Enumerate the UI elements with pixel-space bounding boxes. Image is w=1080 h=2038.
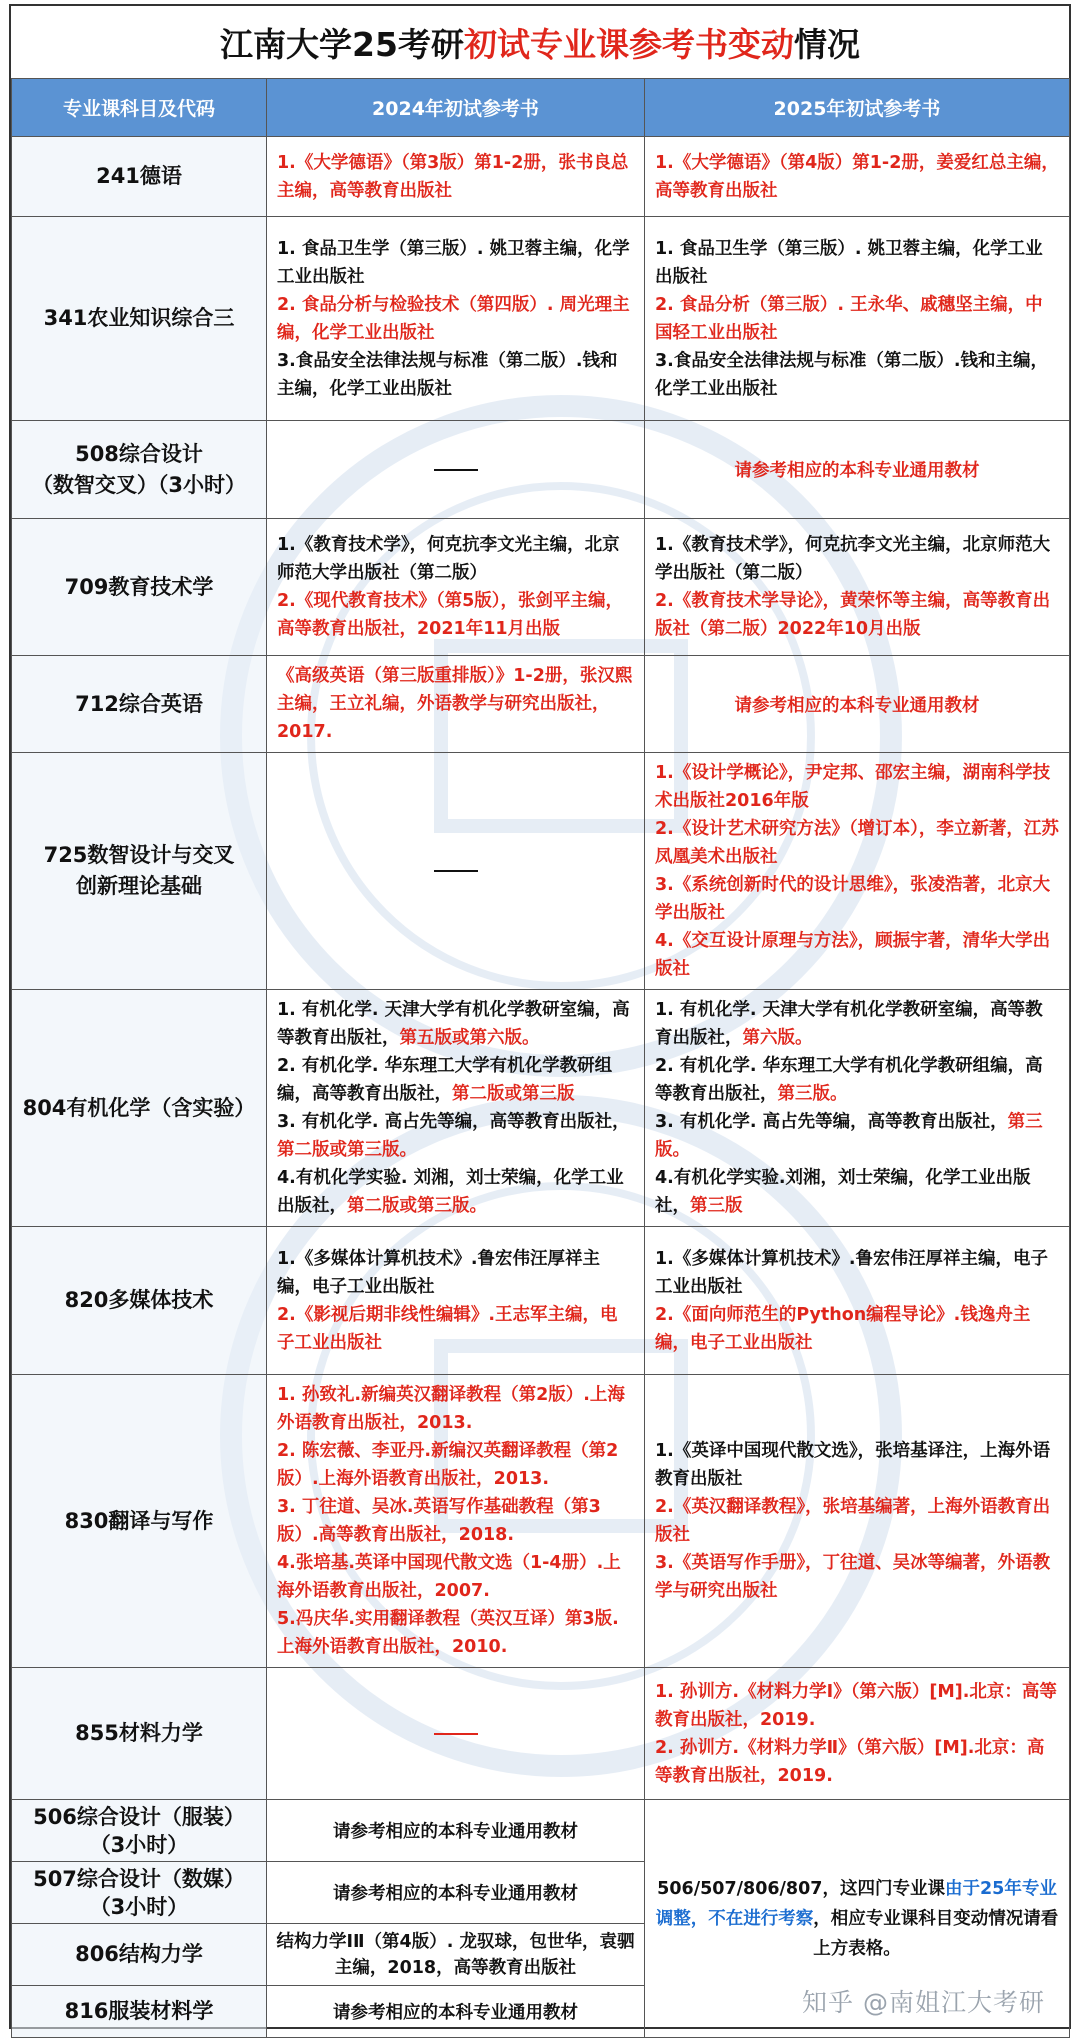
reference-books-table bbox=[11, 78, 1070, 2038]
book-cell-2024: 请参考相应的本科专业通用教材 bbox=[267, 1800, 645, 1862]
book-cell-2025: 1.《大学德语》（第4版）第1-2册，姜爱红总主编，高等教育出版社 bbox=[645, 137, 1070, 217]
book-cell-2024: 1. 食品卫生学（第三版）. 姚卫蓉主编，化学工业出版社 2. 食品分析与检验技术（第四版）. 周光理主编，化学工业出版社 3.食品安全法律法规与标准（第二版）.钱和主编，化学工业出版社 bbox=[267, 217, 645, 421]
subject-cell: 806结构力学 bbox=[12, 1924, 267, 1986]
book-cell-2025: 请参考相应的本科专业通用教材 bbox=[645, 421, 1070, 519]
subject-cell: 816服装材料学 bbox=[12, 1986, 267, 2038]
subject-cell: 508综合设计 （数智交叉）（3小时） bbox=[12, 421, 267, 519]
book-cell-2025: 1.《教育技术学》，何克抗李文光主编，北京师范大学出版社（第二版） 2.《教育技术学导论》，黄荣怀等主编，高等教育出版社（第二版）2022年10月出版 bbox=[645, 519, 1070, 656]
subject-cell: 507综合设计（数媒） （3小时） bbox=[12, 1862, 267, 1924]
book-cell-2024: 1.《大学德语》（第3版）第1-2册，张书良总主编，高等教育出版社 bbox=[267, 137, 645, 217]
book-cell-2025: 1. 孙训方.《材料力学Ⅰ》（第六版）[M].北京：高等教育出版社，2019. 2. 孙训方.《材料力学Ⅱ》（第六版）[M].北京：高等教育出版社，2019. bbox=[645, 1668, 1070, 1800]
subject-cell: 855材料力学 bbox=[12, 1668, 267, 1800]
table-row bbox=[12, 753, 1070, 990]
book-cell-2024: 1.《多媒体计算机技术》.鲁宏伟汪厚祥主编，电子工业出版社 2.《影视后期非线性编辑》.王志军主编，电子工业出版社 bbox=[267, 1227, 645, 1375]
document-page bbox=[9, 4, 1071, 2029]
dash-mark bbox=[434, 870, 478, 872]
book-cell-2024: 1.《教育技术学》，何克抗李文光主编，北京师范大学出版社（第二版） 2.《现代教育技术》（第5版），张剑平主编，高等教育出版社，2021年11月出版 bbox=[267, 519, 645, 656]
subject-cell: 241德语 bbox=[12, 137, 267, 217]
table-row bbox=[12, 1227, 1070, 1375]
book-cell-2024 bbox=[267, 421, 645, 519]
subject-cell: 725数智设计与交叉 创新理论基础 bbox=[12, 753, 267, 990]
book-cell-2025: 1.《设计学概论》，尹定邦、邵宏主编，湖南科学技术出版社2016年版 2.《设计艺术研究方法》（增订本），李立新著，江苏凤凰美术出版社 3.《系统创新时代的设计思维》，张凌浩著，北京大学出版社 4.《交互设计原理与方法》，顾振宇著，清华大学出版社 bbox=[645, 753, 1070, 990]
table-row bbox=[12, 137, 1070, 217]
table-row bbox=[12, 1375, 1070, 1668]
book-cell-2024: 请参考相应的本科专业通用教材 bbox=[267, 1986, 645, 2038]
table-row bbox=[12, 656, 1070, 753]
subject-cell: 712综合英语 bbox=[12, 656, 267, 753]
book-cell-2024: 《高级英语（第三版重排版）》1-2册，张汉熙主编，王立礼编，外语教学与研究出版社，2017. bbox=[267, 656, 645, 753]
table-row bbox=[12, 1668, 1070, 1800]
book-cell-2025: 1.《英译中国现代散文选》，张培基译注，上海外语教育出版社 2.《英汉翻译教程》，张培基编著，上海外语教育出版社 3.《英语写作手册》，丁往道、吴冰等编著，外语教学与研究出版社 bbox=[645, 1375, 1070, 1668]
book-cell-2024 bbox=[267, 1668, 645, 1800]
subject-cell: 709教育技术学 bbox=[12, 519, 267, 656]
table-row bbox=[12, 990, 1070, 1227]
book-cell-2025: 1.《多媒体计算机技术》.鲁宏伟汪厚祥主编，电子工业出版社 2.《面向师范生的Python编程导论》.钱逸舟主编，电子工业出版社 bbox=[645, 1227, 1070, 1375]
table-row bbox=[12, 421, 1070, 519]
book-cell-2025: 请参考相应的本科专业通用教材 bbox=[645, 656, 1070, 753]
header-2025: 2025年初试参考书 bbox=[645, 79, 1070, 137]
credit-watermark: 知乎 @南姐江大考研 bbox=[802, 1988, 1045, 2017]
subject-cell: 506综合设计（服装） （3小时） bbox=[12, 1800, 267, 1862]
header-subject: 专业课科目及代码 bbox=[12, 79, 267, 137]
book-cell-2024 bbox=[267, 753, 645, 990]
table-row bbox=[12, 1800, 1070, 1862]
table-row bbox=[12, 217, 1070, 421]
page-title: 江南大学25考研 初试专业课参考书变动 情况 bbox=[220, 24, 860, 64]
table-header-row bbox=[12, 79, 1070, 137]
dash-mark bbox=[434, 1733, 478, 1735]
book-cell-2024: 结构力学ⅠⅡ（第4版）. 龙驭球，包世华，袁驷主编，2018，高等教育出版社 bbox=[267, 1924, 645, 1986]
book-cell-2025: 1. 有机化学. 天津大学有机化学教研室编，高等教育出版社，第六版。 2. 有机化学. 华东理工大学有机化学教研组编，高等教育出版社，第三版。 3. 有机化学. 高占先等编，高等教育出版社，第三版。 4.有机化学实验.刘湘，刘士荣编，化学工业出版社，第三版 bbox=[645, 990, 1070, 1227]
table-row bbox=[12, 519, 1070, 656]
merged-note-cell: 506/507/806/807，这四门专业课由于25年专业调整，不在进行考察，相应专业课科目变动情况请看上方表格。 bbox=[645, 1800, 1070, 2038]
book-cell-2025: 1. 食品卫生学（第三版）. 姚卫蓉主编，化学工业出版社 2. 食品分析（第三版）. 王永华、戚穗坚主编，中国轻工业出版社 3.食品安全法律法规与标准（第二版）.钱和主编，化学工业出版社 bbox=[645, 217, 1070, 421]
book-cell-2024: 请参考相应的本科专业通用教材 bbox=[267, 1862, 645, 1924]
dash-mark bbox=[434, 469, 478, 471]
subject-cell: 804有机化学（含实验） bbox=[12, 990, 267, 1227]
subject-cell: 341农业知识综合三 bbox=[12, 217, 267, 421]
header-2024: 2024年初试参考书 bbox=[267, 79, 645, 137]
subject-cell: 830翻译与写作 bbox=[12, 1375, 267, 1668]
book-cell-2024: 1. 有机化学. 天津大学有机化学教研室编，高等教育出版社，第五版或第六版。 2. 有机化学. 华东理工大学有机化学教研组编，高等教育出版社，第二版或第三版 3. 有机化学. 高占先等编，高等教育出版社，第二版或第三版。 4.有机化学实验. 刘湘，刘士荣编，化学工业出版社，第二版或第三版。 bbox=[267, 990, 645, 1227]
subject-cell: 820多媒体技术 bbox=[12, 1227, 267, 1375]
book-cell-2024: 1. 孙致礼.新编英汉翻译教程（第2版）.上海外语教育出版社，2013. 2. 陈宏薇、李亚丹.新编汉英翻译教程（第2版）.上海外语教育出版社，2013. 3. 丁往道、吴冰.英语写作基础教程（第3版）.高等教育出版社，2018. 4.张培基.英译中国现代散文选（1-4册）.上海外语教育出版社，2007. 5.冯庆华.实用翻译教程（英汉互译）第3版.上海外语教育出版社，2010. bbox=[267, 1375, 645, 1668]
